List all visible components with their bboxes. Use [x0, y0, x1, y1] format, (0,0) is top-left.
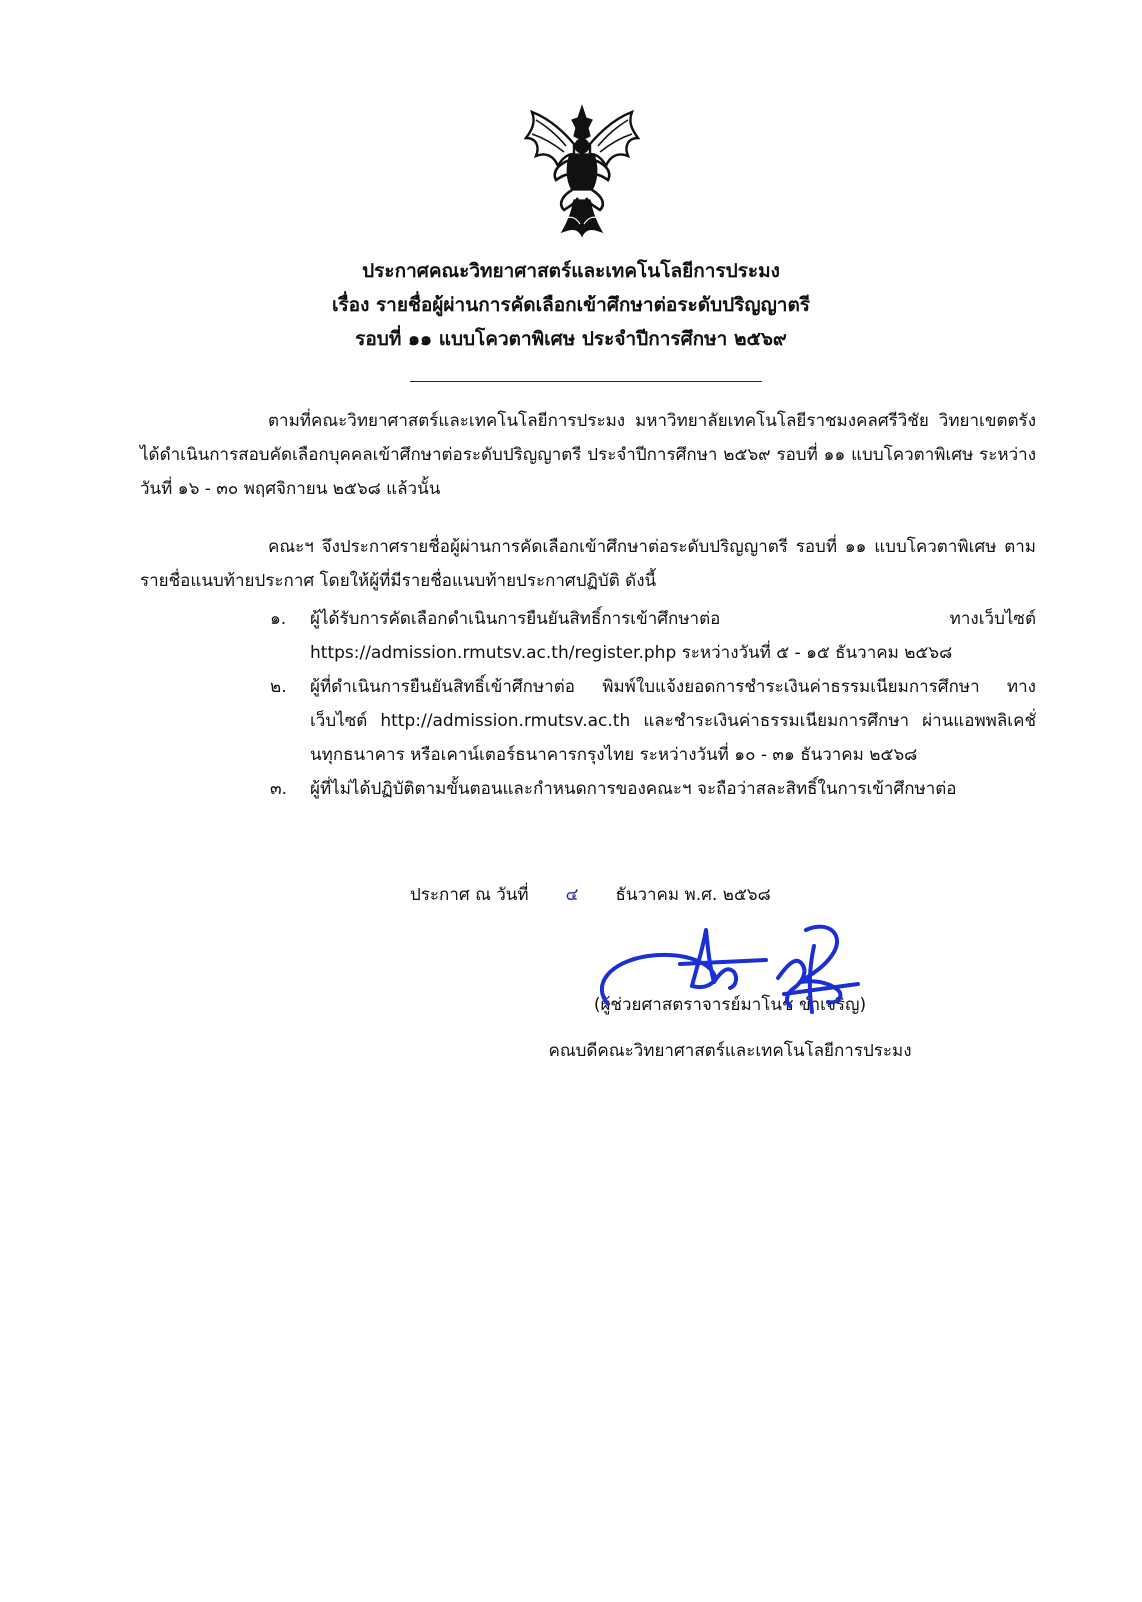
title-line-1: ประกาศคณะวิทยาศาสตร์และเทคโนโลยีการประมง	[362, 260, 780, 282]
date-suffix: ธันวาคม พ.ศ. ๒๕๖๘	[615, 885, 771, 905]
list-item-number: ๒.	[270, 677, 287, 697]
signer-position: คณบดีคณะวิทยาศาสตร์และเทคโนโลยีการประมง	[548, 1041, 912, 1061]
announcement-date	[410, 880, 771, 910]
date-day: ๔	[565, 885, 579, 905]
title-line-3: รอบที่ ๑๑ แบบโควตาพิเศษ ประจำปีการศึกษา ๒๕๖๙	[355, 328, 787, 350]
paragraph-intro: ตามที่คณะวิทยาศาสตร์และเทคโนโลยีการประมง มหาวิทยาลัยเทคโนโลยีราชมงคลศรีวิชัย วิทยาเขตตรัง ได้ดำเนินการสอบคัดเลือกบุคคลเข้าศึกษาต่อระดับปริญญาตรี ประจำปีการศึกษา ๒๕๖๙ รอบที่ ๑๑ แบบโควตาพิเศษ ระหว่างวันที่ ๑๖ - ๓๐ พฤศจิกายน ๒๕๖๘ แล้วนั้น	[140, 411, 1036, 499]
list-item-text: ผู้ที่ดำเนินการยืนยันสิทธิ์เข้าศึกษาต่อ พิมพ์ใบแจ้งยอดการชำระเงินค่าธรรมเนียมการศึกษา ทางเว็บไซต์	[310, 677, 1036, 731]
title-line-2: เรื่อง รายชื่อผู้ผ่านการคัดเลือกเข้าศึกษาต่อระดับปริญญาตรี	[331, 294, 811, 316]
list-item-text-after: ระหว่างวันที่ ๕ - ๑๕ ธันวาคม ๒๕๖๘	[681, 643, 953, 663]
list-item-text: ผู้ที่ไม่ได้ปฏิบัติตามขั้นตอนและกำหนดการของคณะฯ จะถือว่าสละสิทธิ์ในการเข้าศึกษาต่อ	[310, 779, 957, 799]
list-item-number: ๑.	[270, 609, 287, 629]
paragraph-announcement: คณะฯ จึงประกาศรายชื่อผู้ผ่านการคัดเลือกเข้าศึกษาต่อระดับปริญญาตรี รอบที่ ๑๑ แบบโควตาพิเศษ ตามรายชื่อแนบท้ายประกาศ โดยให้ผู้ที่มีรายชื่อแนบท้ายประกาศปฏิบัติ ดังนี้	[140, 537, 1036, 591]
register-url-link[interactable]: https://admission.rmutsv.ac.th/register.php	[310, 643, 677, 663]
title-divider	[410, 381, 762, 382]
garuda-emblem-icon	[522, 100, 642, 240]
list-item	[270, 670, 1036, 772]
instruction-list	[270, 602, 1036, 806]
list-item	[270, 602, 1036, 670]
list-item	[270, 772, 1036, 806]
list-item-text: ผู้ได้รับการคัดเลือกดำเนินการยืนยันสิทธิ์การเข้าศึกษาต่อ ทางเว็บไซต์	[310, 609, 1036, 629]
admission-url-link[interactable]: http://admission.rmutsv.ac.th	[380, 711, 631, 731]
handwritten-signature-icon	[588, 916, 878, 1036]
signer-name: (ผู้ช่วยศาสตราจารย์มาโนช ขำเจริญ)	[593, 995, 867, 1015]
date-prefix: ประกาศ ณ วันที่	[410, 885, 529, 905]
list-item-number: ๓.	[270, 779, 288, 799]
list-item-text-after: และชำระเงินค่าธรรมเนียมการศึกษา ผ่านแอพพลิเคชั่นทุกธนาคาร หรือเคาน์เตอร์ธนาคารกรุงไทย ระหว่างวันที่ ๑๐ - ๓๑ ธันวาคม ๒๕๖๘	[310, 711, 1036, 765]
